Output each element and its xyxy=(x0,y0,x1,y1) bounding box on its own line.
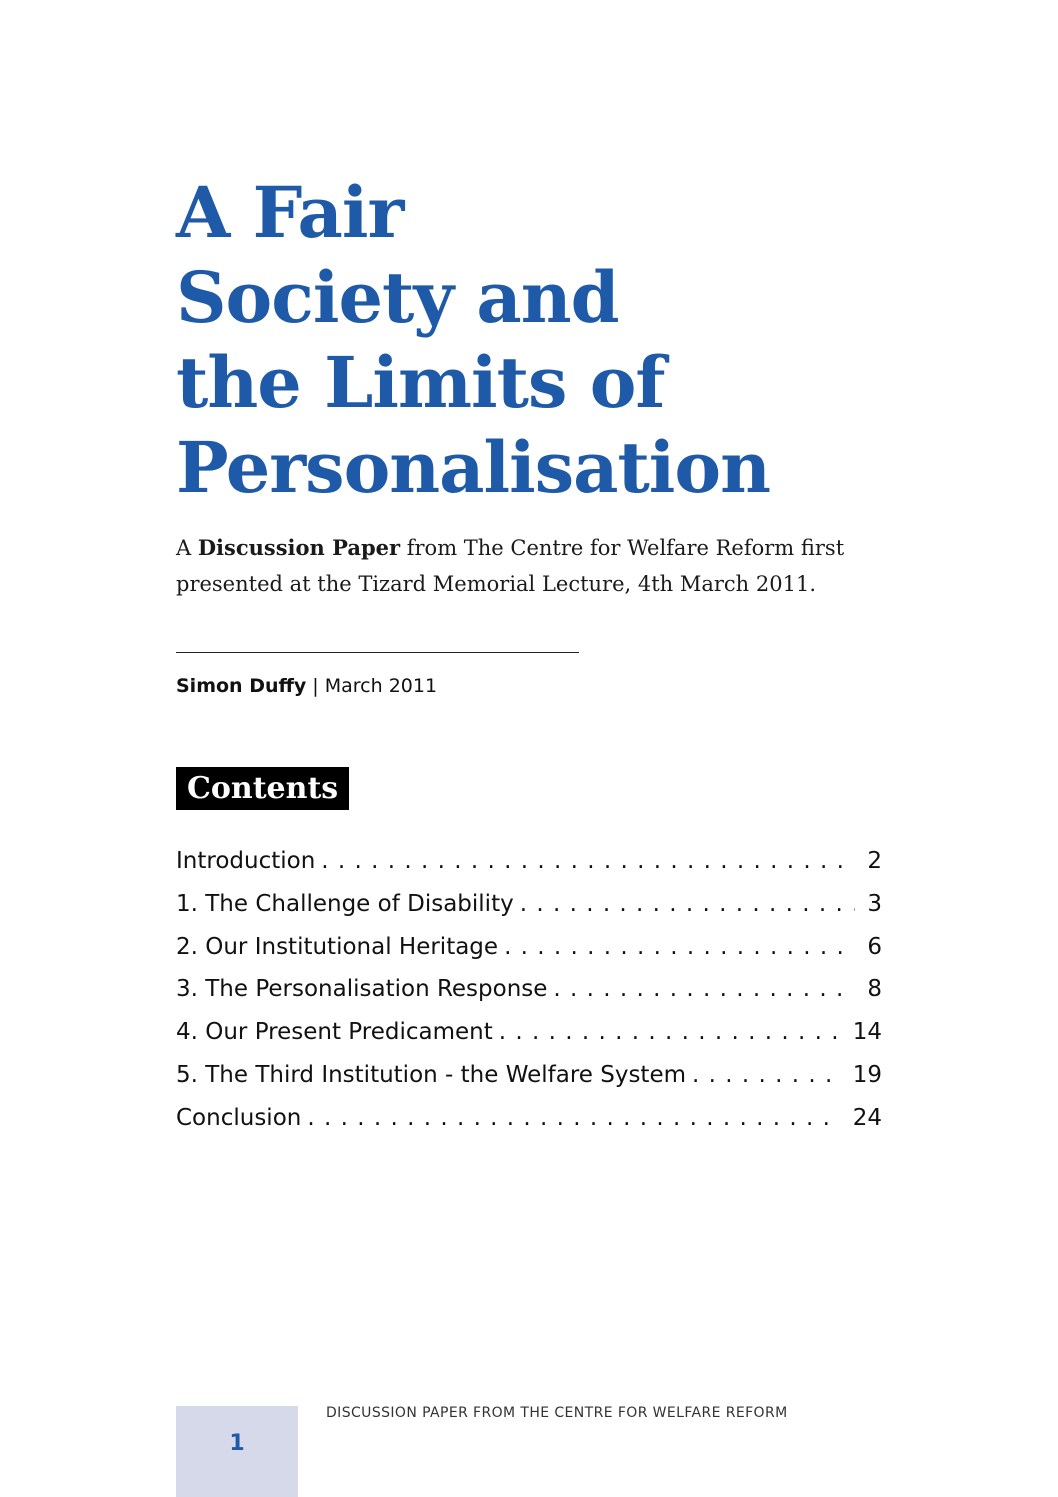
title-line-3: the Limits of xyxy=(176,341,665,424)
divider-rule xyxy=(176,652,579,653)
toc-entry-page: 19 xyxy=(852,1061,882,1088)
toc-dot-leader xyxy=(307,1097,840,1140)
byline-date: March 2011 xyxy=(324,675,438,697)
intro-paragraph xyxy=(176,530,896,602)
byline-separator: | xyxy=(306,675,325,697)
toc-entry[interactable] xyxy=(176,840,882,883)
toc-entry[interactable] xyxy=(176,883,882,926)
toc-entry-page: 3 xyxy=(867,890,882,917)
toc-dot-leader xyxy=(553,968,855,1011)
toc-entry-title: Conclusion xyxy=(176,1104,302,1131)
byline xyxy=(176,673,437,699)
toc-entry[interactable] xyxy=(176,968,882,1011)
toc-entry[interactable] xyxy=(176,1011,882,1054)
toc-dot-leader xyxy=(520,883,856,926)
document-title xyxy=(176,170,996,510)
contents-heading: Contents xyxy=(176,767,349,810)
toc-entry[interactable] xyxy=(176,1054,882,1097)
toc-entry-page: 6 xyxy=(867,933,882,960)
intro-bold: Discussion Paper xyxy=(197,535,401,560)
title-line-4: Personalisation xyxy=(176,426,770,509)
intro-prefix: A xyxy=(176,536,198,560)
table-of-contents xyxy=(176,840,882,1140)
toc-entry-title: Introduction xyxy=(176,848,316,874)
toc-entry-title: 1. The Challenge of Disability xyxy=(176,890,514,917)
toc-entry-title: 4. Our Present Predicament xyxy=(176,1019,493,1046)
title-line-2: Society and xyxy=(176,256,619,339)
toc-dot-leader xyxy=(692,1054,841,1097)
toc-entry[interactable] xyxy=(176,926,882,969)
toc-entry-title: 3. The Personalisation Response xyxy=(176,976,548,1003)
toc-entry-page: 8 xyxy=(867,976,882,1003)
toc-entry-title: 5. The Third Institution - the Welfare System xyxy=(176,1061,687,1088)
toc-entry-page: 14 xyxy=(852,1019,882,1046)
toc-entry-page: 2 xyxy=(867,848,882,874)
toc-entry-title: 2. Our Institutional Heritage xyxy=(176,933,499,960)
title-line-1: A Fair xyxy=(176,171,404,254)
byline-author: Simon Duffy xyxy=(176,675,307,697)
toc-entry[interactable] xyxy=(176,1097,882,1140)
footer-page-number: 1 xyxy=(229,1431,245,1456)
toc-dot-leader xyxy=(321,840,855,883)
toc-dot-leader xyxy=(504,926,855,969)
toc-entry-page: 24 xyxy=(852,1104,882,1131)
intro-rest: from The Centre for Welfare Reform first presented at the Tizard Memorial Lecture, 4th March 2011. xyxy=(176,536,845,596)
footer-page-box xyxy=(176,1406,298,1497)
footer-running-text: DISCUSSION PAPER FROM THE CENTRE FOR WELFARE REFORM xyxy=(326,1405,788,1421)
toc-dot-leader xyxy=(499,1011,841,1054)
